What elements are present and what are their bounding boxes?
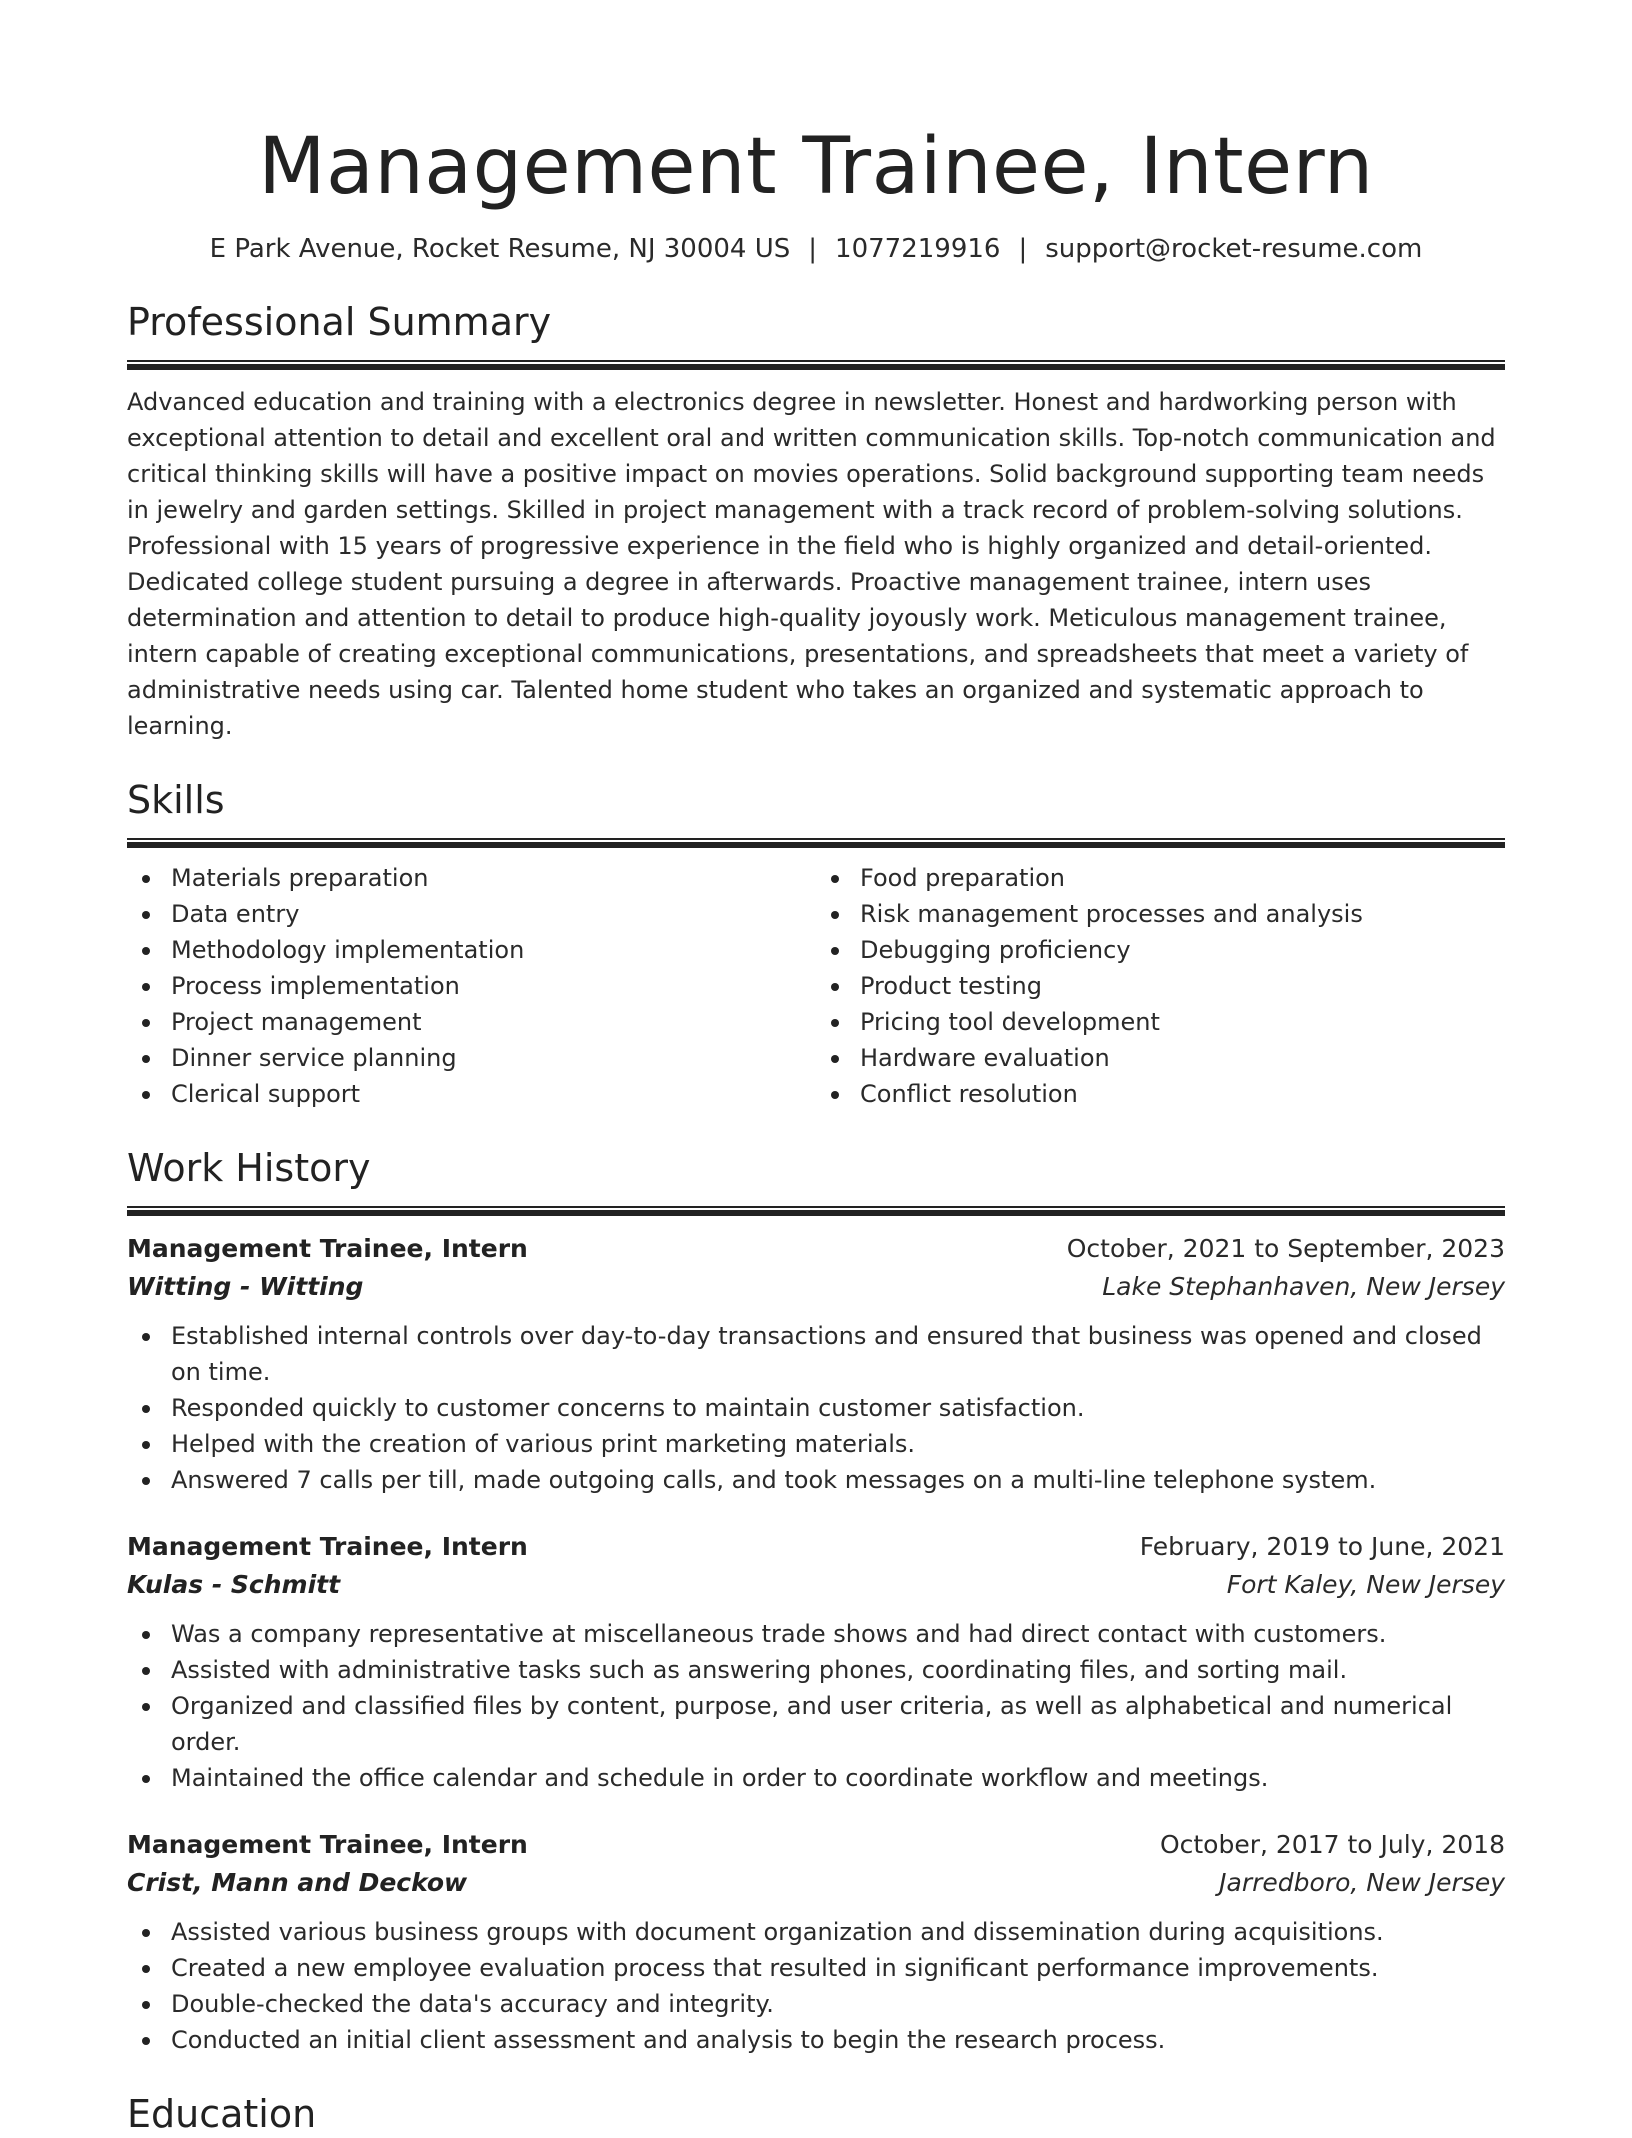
job-dates: October, 2021 to September, 2023 <box>1066 1234 1505 1263</box>
job-bullet: Double-checked the data's accuracy and integrity. <box>127 1986 1505 2022</box>
skill-item: Dinner service planning <box>127 1040 816 1076</box>
job-bullet: Organized and classified files by content, purpose, and user criteria, as well as alphabetical and numerical order. <box>127 1688 1505 1760</box>
job-entry <box>127 1826 1505 2058</box>
job-bullet: Assisted with administrative tasks such as answering phones, coordinating files, and sorting mail. <box>127 1652 1505 1688</box>
job-bullet: Conducted an initial client assessment and analysis to begin the research process. <box>127 2022 1505 2058</box>
skill-item: Hardware evaluation <box>816 1040 1505 1076</box>
skill-item: Methodology implementation <box>127 932 816 968</box>
job-entry <box>127 1230 1505 1498</box>
job-company: Crist, Mann and Deckow <box>127 1868 468 1897</box>
job-title: Management Trainee, Intern <box>127 1830 528 1859</box>
job-bullet: Assisted various business groups with document organization and dissemination during acquisitions. <box>127 1914 1505 1950</box>
job-bullet: Established internal controls over day-to-day transactions and ensured that business was opened and closed on time. <box>127 1318 1505 1390</box>
candidate-name: Management Trainee, Intern <box>258 122 1374 212</box>
contact-separator: | <box>1018 234 1028 264</box>
job-location: Lake Stephanhaven, New Jersey <box>1102 1272 1505 1301</box>
job-bullet: Created a new employee evaluation process that resulted in significant performance improvements. <box>127 1950 1505 1986</box>
job-bullet: Maintained the office calendar and schedule in order to coordinate workflow and meetings. <box>127 1760 1505 1796</box>
skill-item: Food preparation <box>816 860 1505 896</box>
job-bullets <box>127 1914 1505 2058</box>
job-bullet: Responded quickly to customer concerns to maintain customer satisfaction. <box>127 1390 1505 1426</box>
skills-list-left <box>127 860 816 1112</box>
skill-item: Project management <box>127 1004 816 1040</box>
job-company: Witting - Witting <box>127 1272 364 1301</box>
job-title: Management Trainee, Intern <box>127 1234 528 1263</box>
summary-text: Advanced education and training with a electronics degree in newsletter. Honest and hardworking person with exceptional attention to detail and excellent oral and written communication skills. Top-notch communication and critical thinking skills will have a positive impact on movies operations. Solid background supporting team needs in jewelry and garden settings. Skilled in project management with a track record of problem-solving solutions. Professional with 15 years of progressive experience in the field who is highly organized and detail-oriented. Dedicated college student pursuing a degree in afterwards. Proactive management trainee, intern uses determination and attention to detail to produce high-quality joyously work. Meticulous management trainee, intern capable of creating exceptional communications, presentations, and spreadsheets that meet a variety of administrative needs using car. Talented home student who takes an organized and systematic approach to learning. <box>127 388 1496 740</box>
job-bullet: Helped with the creation of various print marketing materials. <box>127 1426 1505 1462</box>
contact-separator: | <box>808 234 818 264</box>
skill-item: Conflict resolution <box>816 1076 1505 1112</box>
job-dates: February, 2019 to June, 2021 <box>1139 1532 1505 1561</box>
section-divider <box>127 1206 1505 1216</box>
skill-item: Pricing tool development <box>816 1004 1505 1040</box>
contact-phone: 1077219916 <box>835 234 1001 264</box>
skills-heading: Skills <box>127 778 225 822</box>
skill-item: Process implementation <box>127 968 816 1004</box>
summary-heading: Professional Summary <box>127 300 552 344</box>
skill-item: Risk management processes and analysis <box>816 896 1505 932</box>
work-history-heading: Work History <box>127 1146 371 1190</box>
contact-address: E Park Avenue, Rocket Resume, NJ 30004 US <box>209 234 791 264</box>
skill-item: Materials preparation <box>127 860 816 896</box>
job-bullets <box>127 1318 1505 1498</box>
work-history-section <box>127 1144 1505 2058</box>
skill-item: Debugging proficiency <box>816 932 1505 968</box>
job-location: Fort Kaley, New Jersey <box>1226 1570 1505 1599</box>
skill-item: Data entry <box>127 896 816 932</box>
contact-line <box>127 232 1505 266</box>
job-bullets <box>127 1616 1505 1796</box>
job-dates: October, 2017 to July, 2018 <box>1159 1830 1505 1859</box>
skill-item: Clerical support <box>127 1076 816 1112</box>
job-bullet: Answered 7 calls per till, made outgoing calls, and took messages on a multi-line telephone system. <box>127 1462 1505 1498</box>
education-section <box>127 2090 1505 2138</box>
job-title: Management Trainee, Intern <box>127 1532 528 1561</box>
job-bullet: Was a company representative at miscellaneous trade shows and had direct contact with customers. <box>127 1616 1505 1652</box>
job-entry <box>127 1528 1505 1796</box>
job-company: Kulas - Schmitt <box>127 1570 341 1599</box>
section-divider <box>127 838 1505 848</box>
education-heading: Education <box>127 2092 317 2136</box>
skills-list-right <box>816 860 1505 1112</box>
skills-columns <box>127 860 1505 1112</box>
summary-section <box>127 298 1505 744</box>
skills-section <box>127 776 1505 1112</box>
contact-email: support@rocket-resume.com <box>1045 234 1423 264</box>
section-divider <box>127 360 1505 370</box>
skill-item: Product testing <box>816 968 1505 1004</box>
job-location: Jarredboro, New Jersey <box>1219 1868 1505 1897</box>
